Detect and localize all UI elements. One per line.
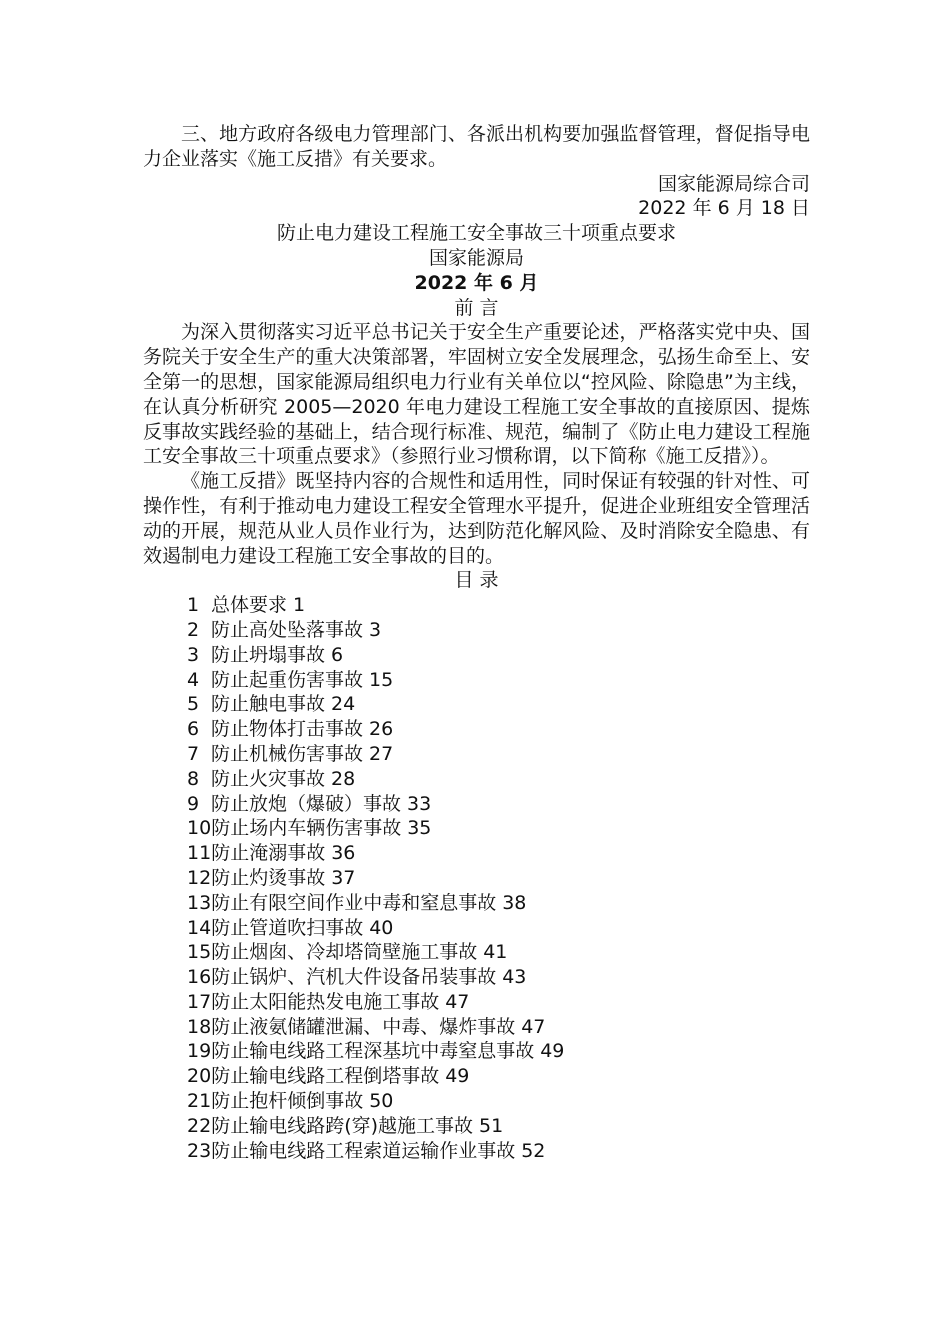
toc-item-page: 52 bbox=[521, 1139, 546, 1162]
toc-item[interactable] bbox=[187, 1089, 810, 1114]
table-of-contents bbox=[143, 593, 810, 1163]
document-date: 2022 年 6 月 bbox=[414, 271, 539, 294]
toc-item-title: 防止输电线路工程索道运输作业事故 bbox=[211, 1139, 516, 1162]
toc-item-title: 防止锅炉、汽机大件设备吊装事故 bbox=[211, 966, 497, 989]
toc-item-page: 49 bbox=[445, 1065, 470, 1088]
toc-item-title: 防止机械伤害事故 bbox=[211, 742, 364, 765]
toc-item[interactable] bbox=[187, 965, 810, 990]
toc-item-page: 1 bbox=[293, 594, 306, 617]
toc-item-number: 3 bbox=[187, 643, 200, 666]
toc-item-number: 14 bbox=[187, 916, 212, 939]
toc-item-number: 5 bbox=[187, 693, 200, 716]
toc-item[interactable] bbox=[187, 717, 810, 742]
toc-item-number: 13 bbox=[187, 891, 212, 914]
toc-item[interactable] bbox=[187, 643, 810, 668]
toc-item-page: 35 bbox=[407, 817, 432, 840]
toc-item-page: 27 bbox=[369, 742, 394, 765]
toc-item[interactable] bbox=[187, 1139, 810, 1164]
toc-item-number: 12 bbox=[187, 866, 212, 889]
intro-paragraph: 三、地方政府各级电力管理部门、各派出机构要加强监督管理，督促指导电力企业落实《施工反措》有关要求。 bbox=[143, 123, 810, 170]
toc-item-number: 16 bbox=[187, 966, 212, 989]
toc-item-page: 6 bbox=[331, 643, 344, 666]
toc-item-page: 36 bbox=[331, 842, 356, 865]
toc-item-title: 防止输电线路工程深基坑中毒窒息事故 bbox=[211, 1040, 535, 1063]
toc-item[interactable] bbox=[187, 990, 810, 1015]
toc-item-number: 22 bbox=[187, 1114, 212, 1137]
toc-item[interactable] bbox=[187, 1015, 810, 1040]
toc-item-page: 47 bbox=[521, 1015, 546, 1038]
document-page bbox=[143, 122, 810, 1163]
preface-paragraph-1: 为深入贯彻落实习近平总书记关于安全生产重要论述，严格落实党中央、国务院关于安全生产的重大决策部署，牢固树立安全发展理念，弘扬生命至上、安全第一的思想，国家能源局组织电力行业有关单位以“控风险、除隐患”为主线，在认真分析研究 2005—2020 年电力建设工程施工安全事故的直接原因、提炼反事故实践经验的基础上，结合现行标准、规范，编制了《防止电力建设工程施工安全事故三十项重点要求》（参照行业习惯称谓，以下简称《施工反措》）。 bbox=[143, 321, 810, 468]
toc-item-number: 9 bbox=[187, 792, 200, 815]
toc-item-number: 4 bbox=[187, 668, 200, 691]
toc-item-title: 总体要求 bbox=[211, 594, 288, 617]
toc-item-page: 24 bbox=[331, 693, 356, 716]
toc-item-page: 47 bbox=[445, 990, 470, 1013]
toc-item[interactable] bbox=[187, 916, 810, 941]
toc-item-number: 6 bbox=[187, 718, 200, 741]
toc-item[interactable] bbox=[187, 841, 810, 866]
toc-item-title: 防止触电事故 bbox=[211, 693, 326, 716]
toc-item-number: 21 bbox=[187, 1090, 212, 1113]
toc-item-page: 28 bbox=[331, 767, 356, 790]
toc-item-title: 防止输电线路工程倒塔事故 bbox=[211, 1065, 440, 1088]
toc-item-page: 51 bbox=[479, 1114, 504, 1137]
toc-item-title: 防止太阳能热发电施工事故 bbox=[211, 990, 440, 1013]
toc-item[interactable] bbox=[187, 668, 810, 693]
toc-heading: 目 录 bbox=[454, 569, 499, 592]
toc-item-title: 防止抱杆倾倒事故 bbox=[211, 1090, 364, 1113]
toc-item-title: 防止坍塌事故 bbox=[211, 643, 326, 666]
toc-item-page: 43 bbox=[502, 966, 527, 989]
toc-item[interactable] bbox=[187, 593, 810, 618]
toc-item-title: 防止淹溺事故 bbox=[211, 842, 326, 865]
toc-item[interactable] bbox=[187, 866, 810, 891]
toc-item-title: 防止灼烫事故 bbox=[211, 866, 326, 889]
toc-item[interactable] bbox=[187, 1039, 810, 1064]
toc-item-title: 防止物体打击事故 bbox=[211, 718, 364, 741]
toc-item-title: 防止液氨储罐泄漏、中毒、爆炸事故 bbox=[211, 1015, 516, 1038]
toc-item-page: 41 bbox=[483, 941, 508, 964]
toc-item[interactable] bbox=[187, 816, 810, 841]
toc-item-number: 19 bbox=[187, 1040, 212, 1063]
toc-item-number: 7 bbox=[187, 742, 200, 765]
toc-item-page: 15 bbox=[369, 668, 394, 691]
toc-item-title: 防止放炮（爆破）事故 bbox=[211, 792, 402, 815]
toc-item[interactable] bbox=[187, 618, 810, 643]
toc-item-title: 防止起重伤害事故 bbox=[211, 668, 364, 691]
toc-item-number: 20 bbox=[187, 1065, 212, 1088]
issuer: 国家能源局综合司 bbox=[657, 172, 810, 195]
toc-item-number: 1 bbox=[187, 594, 200, 617]
toc-item-title: 防止高处坠落事故 bbox=[211, 618, 364, 641]
toc-item[interactable] bbox=[187, 742, 810, 767]
toc-item-number: 10 bbox=[187, 817, 212, 840]
toc-item-title: 防止场内车辆伤害事故 bbox=[211, 817, 402, 840]
toc-item-number: 18 bbox=[187, 1015, 212, 1038]
toc-item-number: 15 bbox=[187, 941, 212, 964]
toc-item-title: 防止管道吹扫事故 bbox=[211, 916, 364, 939]
toc-item-number: 23 bbox=[187, 1139, 212, 1162]
toc-item-number: 8 bbox=[187, 767, 200, 790]
toc-item-page: 37 bbox=[331, 866, 356, 889]
issue-date: 2022 年 6 月 18 日 bbox=[638, 197, 810, 220]
toc-item[interactable] bbox=[187, 1064, 810, 1089]
toc-item-title: 防止输电线路跨(穿)越施工事故 bbox=[211, 1114, 474, 1137]
toc-item-page: 38 bbox=[502, 891, 527, 914]
toc-item-page: 49 bbox=[540, 1040, 565, 1063]
toc-item[interactable] bbox=[187, 767, 810, 792]
toc-item-page: 50 bbox=[369, 1090, 394, 1113]
preface-heading: 前 言 bbox=[454, 296, 499, 319]
toc-item-number: 2 bbox=[187, 618, 200, 641]
toc-item-page: 3 bbox=[369, 618, 382, 641]
toc-item[interactable] bbox=[187, 940, 810, 965]
toc-item-number: 11 bbox=[187, 842, 212, 865]
toc-item-number: 17 bbox=[187, 990, 212, 1013]
toc-item[interactable] bbox=[187, 891, 810, 916]
document-author: 国家能源局 bbox=[428, 246, 524, 269]
preface-paragraph-2: 《施工反措》既坚持内容的合规性和适用性，同时保证有较强的针对性、可操作性，有利于推动电力建设工程安全管理水平提升，促进企业班组安全管理活动的开展，规范从业人员作业行为，达到防范化解风险、及时消除安全隐患、有效遏制电力建设工程施工安全事故的目的。 bbox=[143, 470, 810, 567]
toc-item-page: 33 bbox=[407, 792, 432, 815]
toc-item-title: 防止烟囱、冷却塔筒壁施工事故 bbox=[211, 941, 478, 964]
toc-item[interactable] bbox=[187, 1114, 810, 1139]
toc-item[interactable] bbox=[187, 692, 810, 717]
document-title: 防止电力建设工程施工安全事故三十项重点要求 bbox=[276, 222, 676, 245]
toc-item-title: 防止火灾事故 bbox=[211, 767, 326, 790]
toc-item[interactable] bbox=[187, 792, 810, 817]
toc-item-page: 26 bbox=[369, 718, 394, 741]
toc-item-title: 防止有限空间作业中毒和窒息事故 bbox=[211, 891, 497, 914]
toc-item-page: 40 bbox=[369, 916, 394, 939]
